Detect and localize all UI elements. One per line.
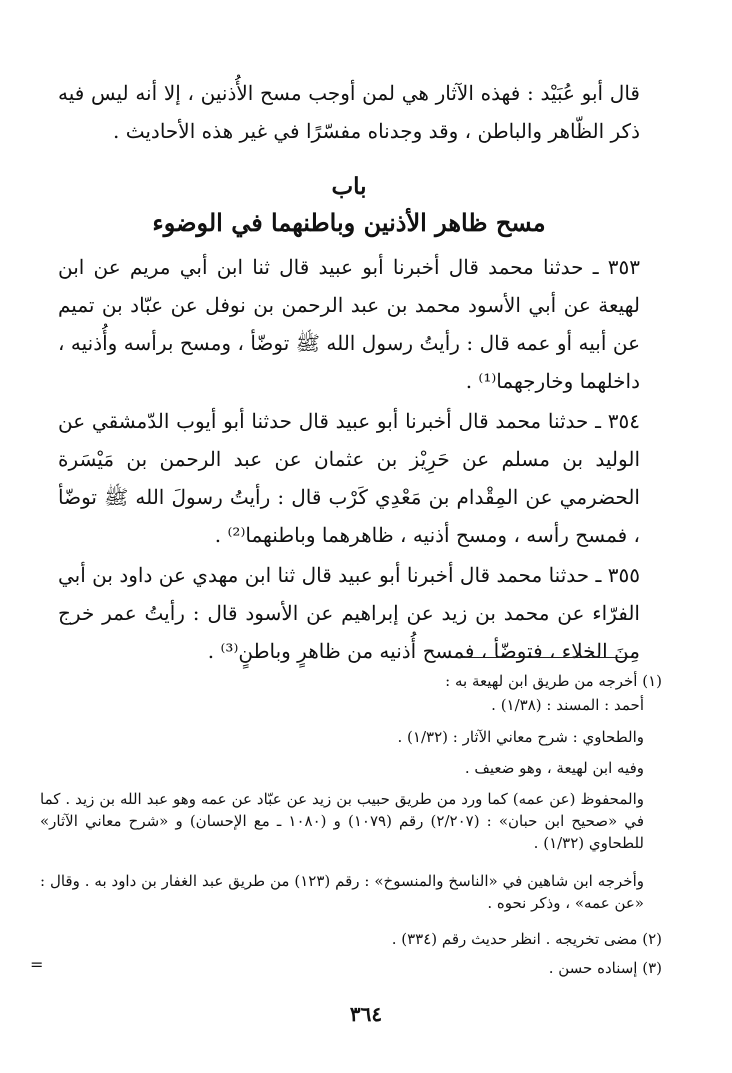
hadith-355: ٣٥٥ ـ حدثنا محمد قال أخبرنا أبو عبيد قال ثنا ابن مهدي عن داود بن أبي الفرّاء عن محمد بن زيد عن إبراهيم عن الأسود قال : رأيتُ عمر خرج مِنَ الخلاء ، فتوضّأ ، فمسح أُذنيه من ظاهرٍ وباطنٍ⁽³⁾ .: [58, 563, 640, 663]
intro-paragraph: قال أبو عُبَيْد : فهذه الآثار هي لمن أوجب مسح الأُذنين ، إلا أنه ليس فيه ذكر الظّاهر والباطن ، وقد وجدناه مفسّرًا في غير هذه الأحاديث .: [58, 81, 640, 143]
chapter-title: مسح ظاهر الأذنين وباطنهما في الوضوء: [152, 208, 546, 237]
footnote-1-tahawi: والطحاوي : شرح معاني الآثار : (١/٣٢) .: [397, 728, 644, 746]
hadith-353: ٣٥٣ ـ حدثنا محمد قال أخبرنا أبو عبيد قال ثنا ابن أبي مريم عن ابن لهيعة عن أبي الأسود محمد بن عبد الرحمن بن نوفل عن عبّاد بن تميم عن أبيه أو عمه قال : رأيتُ رسول الله ﷺ توضّأ ، ومسح برأسه وأُذنيه ، داخلهما وخارجهما⁽¹⁾ .: [58, 255, 640, 393]
hadith-354: ٣٥٤ ـ حدثنا محمد قال أخبرنا أبو عبيد قال حدثنا أبو أيوب الدّمشقي عن الوليد بن مسلم عن حَرِيْز بن عثمان عن عبد الرحمن بن مَيْسَرة الحضرمي عن المِقْدام بن مَعْدِي كَرْب قال : رأيتُ رسولَ الله ﷺ توضّأ ، فمسح رأسه ، ومسح أذنيه ، ظاهرهما وباطنهما⁽²⁾ .: [58, 409, 640, 547]
footnote-1-mahfuz: والمحفوظ (عن عمه) كما ورد من طريق حبيب بن زيد عن عبّاد عن عمه وهو عبد الله بن زيد . كما في «صحيح ابن حبان» : (٢/٢٠٧) رقم (١٠٧٩) و (١٠٨٠ ـ مع الإحسان) و «شرح معاني الآثار» للطحاوي (١/٣٢) .: [40, 790, 644, 852]
main-text: [58, 74, 640, 670]
footnote-3: (٣) إسناده حسن .: [548, 959, 662, 977]
footnote-2: (٢) مضى تخريجه . انظر حديث رقم (٣٣٤) .: [391, 930, 662, 948]
continuation-mark: =: [30, 955, 44, 974]
chapter-label: باب: [331, 173, 367, 200]
footnote-divider: [455, 657, 635, 658]
page-number: ٣٦٤: [349, 1002, 383, 1026]
footnote-1-ahmad: أحمد : المسند : (١/٣٨) .: [491, 696, 644, 714]
footnote-1: (١) أخرجه من طريق ابن لهيعة به :: [445, 672, 662, 690]
footnote-1-weakness: وفيه ابن لهيعة ، وهو ضعيف .: [464, 759, 644, 777]
footnote-1-ibn-shahin: وأخرجه ابن شاهين في «الناسخ والمنسوخ» : رقم (١٢٣) من طريق عبد الغفار بن داود به . وقال : «عن عمه» ، وذكر نحوه .: [40, 872, 644, 912]
